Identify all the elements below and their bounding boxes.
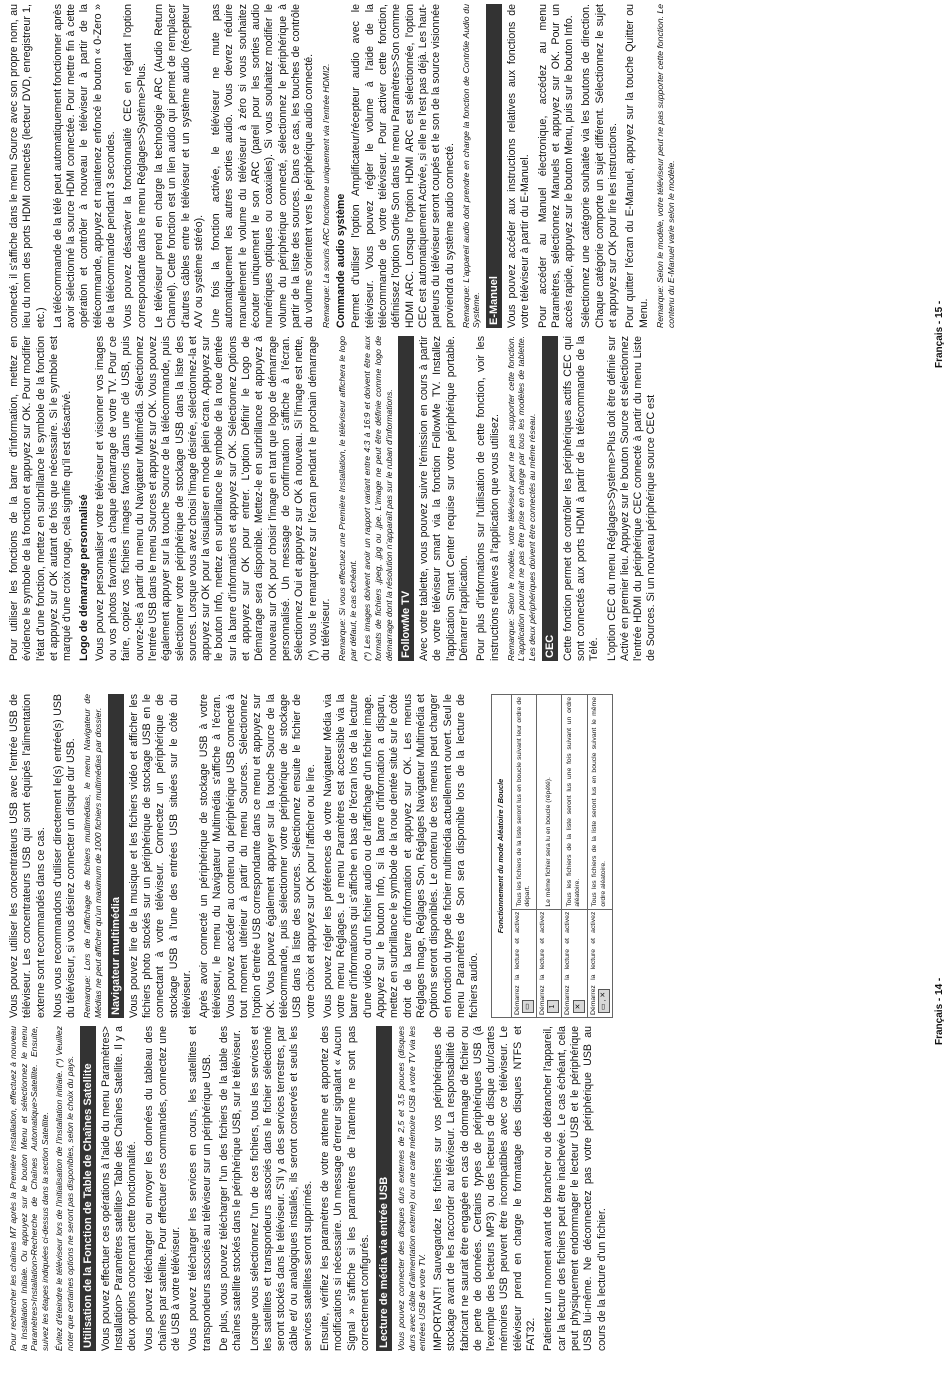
heading-system-audio: Commande audio système xyxy=(335,193,348,328)
paragraph: Ensuite, vérifiez les paramètres de votre antenne et apportez des modifications si nécessaire. Un message d'erreur signalant « Aucun Signal » s'affiche si les paramètres de l'antenne ne sont pas correctement configurés. xyxy=(319,1026,371,1351)
note-followme: Remarque: Selon le modèle, votre téléviseur peut ne pas supporter cette fonction. L'application pourrait ne pas être prise en charge par tous les modèles de tablette. Les deux périphériques doivent être connectés au même réseau. xyxy=(505,336,538,661)
paragraph: connecté, il s'affiche dans le menu Source avec son propre nom, au lieu du nom des ports HDMI connectés (lecteur DVD, enregistreur 1, etc.) xyxy=(8,4,47,328)
table-cell: Tous les fichiers de la liste seront lus en boucle suivant le même ordre aléatoire. xyxy=(587,695,612,910)
table-cell: Démarrez la lecture et activez xyxy=(538,911,546,1015)
paragraph: Cette fonction permet de contrôler les périphériques actifs CEC qui sont connectés aux ports HDMI à partir de la télécommande de la Télé. xyxy=(561,336,601,661)
paragraph: L'option CEC du menu Réglages>Système>Plus doit être définie sur Activé en premier lieu. Appuyez sur le bouton Source et sélectionnez l'entrée HDMI du périphérique CEC connecté à partir du menu Liste de Sources. Si un nouveau périphérique source CEC est xyxy=(605,336,658,661)
table-cell: Démarrez la lecture et activez xyxy=(564,911,572,1015)
loop-shuffle-icon: ▭ , ✕ xyxy=(598,989,610,1013)
paragraph: Vous pouvez régler les préférences de votre Navigateur Média via votre menu Réglages. Le menu Paramètres est accessible via la barre d'informations qui s'affiche en bas de l'écran lors de la lecture d'une vidéo ou d'un fichier audio ou de l'affichage d'un fichier image. Appuyez sur le bouton Info, si la barre d'information a disparu, mettez en surbrillance le symbole de la roue dentée situé sur le côté droit de la barre d'information et appuyez sur OK. Les menus Réglages Image, Réglages Son, Réglages Navigateur Multimédia et Options seront disponibles. Le contenu de ces menus peut changer en fonction du type de fichier multimédia actuellement ouvert. Seul le menu Paramètres de Son sera disponible lors de la lecture de fichiers audio. xyxy=(321,694,481,1018)
paragraph: Vous pouvez effectuer ces opérations à l'aide du menu Paramètres> Installation> Paramètres satellite> Table des Chaînes Satellite. Il y a deux options concernant cette fonctionnalité. xyxy=(99,1026,139,1351)
paragraph: Vous pouvez utiliser les concentrateurs USB avec l'entrée USB de téléviseur. Les concentrateurs USB qui sont équipés l'alimentation externe sont recommandés dans ce cas. xyxy=(8,694,47,1018)
paragraph: Pour accéder au Manuel électronique, accédez au menu Paramètres, sélectionnez Manuels et appuyez sur OK. Pour un accès rapide, appuyez sur le bouton Menu, puis sur le bouton Info. xyxy=(536,4,576,328)
page-14 xyxy=(8,690,608,1355)
heading-usb-media: Lecture de média via entrée USB xyxy=(376,1026,392,1351)
table-cell: Démarrez la lecture et activez xyxy=(589,911,597,1015)
paragraph: Pour plus d'informations sur l'utilisation de cette fonction, voir les instructions relatives à l'application que vous utilisez. xyxy=(475,336,501,661)
table-row xyxy=(536,695,561,1018)
loop-shuffle-table xyxy=(491,694,612,1018)
paragraph: Permet d'utiliser l'option Amplificateur/récepteur audio avec le téléviseur. Vous pouvez régler le volume à l'aide de la télécommande de votre téléviseur. Pour activer cette fonction, définissez l'option Sortie Son dans le menu Paramètres>Son comme HDMI ARC. Lorsque l'option HDMI ARC est sélectionnée, l'option CEC est automatiquement Activée, si elle ne l'est pas déjà. Les haut-parleurs du téléviseur seront coupés et le son de la source visionnée proviendra du système audio connecté. xyxy=(350,4,456,328)
paragraph: IMPORTANT! Sauvegardez les fichiers sur vos périphériques de stockage avant de les raccorder au téléviseur. La responsabilité du fabricant ne saurait être engagée en cas de dommage de fichier ou de perte de données. Certains types de périphériques USB (à l'exemple des lecteurs MP3) ou des lecteurs de disque dur/cartes mémoires USB peuvent être incompatibles avec ce téléviseur. Le téléviseur prend en charge le formatage des disques NTFS et FAT32. xyxy=(431,1026,538,1351)
paragraph: Vous pouvez accéder aux instructions relatives aux fonctions de votre téléviseur à partir du E-Manuel. xyxy=(505,4,532,328)
page-15-column-1 xyxy=(8,332,663,665)
note-media-limit: Remarque: Lors de l'affichage de fichiers multimédias, le menu Navigateur de Médias ne peut afficher qu'un maximum de 1000 fichiers multimédias par dossier. xyxy=(82,694,104,1018)
paragraph: Pour quitter l'écran du E-Manuel, appuyez sur la touche Quitter ou Menu. xyxy=(624,4,650,328)
repeat-one-icon: 1 xyxy=(547,1000,559,1013)
loop-icon: ▭ xyxy=(522,1000,534,1013)
table-title: Fonctionnement du mode Aléatoire / Boucle xyxy=(492,695,511,1018)
heading-satellite-table: Utilisation de la Fonction de Table de Chaînes Satellite xyxy=(80,1026,96,1351)
paragraph: Nous vous recommandons d'utiliser directement le(s) entrée(s) USB du téléviseur, si vous désirez connecter un disque dur USB. xyxy=(51,694,78,1018)
paragraph: Après avoir connecté un périphérique de stockage USB à votre téléviseur, le menu du Navigateur Multimédia s'affiche à l'écran. Vous pouvez accéder au contenu du périphérique USB connecté à tout moment ultérieur à partir du menu Sources. Sélectionnez l'option d'entrée USB correspondante dans ce menu et appuyez sur OK. Vous pouvez également appuyer sur la touche Source de la télécommande, puis sélectionner votre périphérique de stockage USB dans la liste des sources. Sélectionnez ensuite le fichier de votre choix et appuyez sur OK pour l'afficher ou le lire. xyxy=(198,694,317,1018)
table-row xyxy=(587,695,612,1018)
table-row xyxy=(562,695,587,1018)
note-image-format: (*) Les images doivent avoir un rapport variant entre 4:3 à 16:9 et doivent être aux formats de fichiers .jpeg, .jpg ou .jpe. L'image ne peut être définie comme logo de démarrage dont la résolution n'apparaît pas sur le ruban d'informations. xyxy=(362,336,394,661)
heading-cec: CEC xyxy=(542,336,558,661)
paragraph: Le téléviseur prend en charge la technologie ARC (Audio Return Channel). Cette fonction est un lien audio qui permet de remplacer d'autres câbles entre le téléviseur et un système audio (récepteur A/V ou système stéréo). xyxy=(152,4,205,328)
paragraph: Vous pouvez télécharger ou envoyer les données du tableau des chaînes par satellite. Pour effectuer ces commandes, connectez une clé USB à votre téléviseur. xyxy=(143,1026,183,1351)
note-first-install: Remarque: Si vous effectuez une Première Installation, le téléviseur affichera le logo par défaut, le cas échéant. xyxy=(337,336,358,661)
table-cell: Tous les fichiers de la liste seront lus en boucle suivant leur ordre de départ. xyxy=(511,695,536,910)
paragraph: Vous pouvez télécharger les services en cours, les satellites et transpondeurs associés au téléviseur sur un périphérique USB. xyxy=(187,1026,213,1351)
note-e-manual: Remarque: Selon le modèle, votre téléviseur peut ne pas supporter cette fonction. Le contenu du E-Manuel varie selon le modèle. xyxy=(654,4,676,328)
page-number-15: Français - 15 - xyxy=(934,300,945,368)
paragraph: Patientez un moment avant de brancher ou de débrancher l'appareil, car la lecture des fichiers peut être inachevée. Le cas échéant, cela peut physiquement endommager le lecteur USB et le périphérique USB lui-même. Ne déconnectez pas votre périphérique USB au cours de la lecture d'un fichier. xyxy=(542,1026,608,1351)
note-arc: Remarque: La souris ARC fonctionne uniquement via l'entrée HDMI2. xyxy=(320,63,331,328)
paragraph: De plus, vous pouvez télécharger l'un des fichiers de la table des chaînes satellite stockés dans le périphérique USB, sur le téléviseur. xyxy=(217,1026,244,1351)
paragraph: Vous pouvez lire de la musique et les fichiers vidéo et afficher les fichiers photo stockés sur un périphérique de stockage USB en le connectant à votre téléviseur. Connectez un périphérique de stockage USB à l'une des entrées USB situées sur le côté du téléviseur. xyxy=(127,694,193,1018)
heading-e-manual: E-Manuel xyxy=(486,4,502,328)
paragraph: La télécommande de la télé peut automatiquement fonctionner après avoir sélectionné la source HDMI connectée. Pour mettre fin à cette opération et contrôler à nouveau le téléviseur à partir de la télécommande, appuyez et maintenez enfoncé le bouton « 0-Zero » de la télécommande pendant 3 secondes. xyxy=(51,4,118,328)
note-usb-drives: Vous pouvez connecter des disques durs externes de 2,5 et 3,5 pouces (disques durs avec câble d'alimentation externe) ou une carte mémoire USB à votre TV via les entrées USB de votre TV. xyxy=(396,1026,428,1351)
shuffle-icon: ✕ xyxy=(573,1000,585,1013)
heading-custom-logo: Logo de démarrage personnalisé xyxy=(78,494,91,661)
note-audio-device: Remarque: L'appareil audio doit prendre en charge la fonction de Contrôle Audio du Système. xyxy=(460,4,482,328)
paragraph: Sélectionnez une catégorie souhaitée via les boutons de direction. Chaque catégorie comporte un sujet différent. Sélectionnez le sujet et appuyez sur OK pour lire les instructions. xyxy=(580,4,620,328)
table-row xyxy=(511,695,536,1018)
paragraph: Vous pouvez désactiver la fonctionnalité CEC en réglant l'option correspondante dans le menu Réglages>Système>Plus. xyxy=(122,4,148,328)
table-cell: Le même fichier sera lu en boucle (répété). xyxy=(536,695,561,910)
paragraph: Vous pouvez personnaliser votre téléviseur et visionner vos images ou vos photos favorites à chaque démarrage de votre TV. Pour ce faire, copiez vos fichiers images favoris dans une clé USB, puis ouvrez-les à partir du menu du Navigateur Multimédia. Sélectionnez l'entrée USB dans le menu Sources et appuyez sur OK. Vous pouvez également appuyer sur la touche Source de la télécommande, puis sélectionner votre périphérique de stockage USB dans la liste des sources. Lorsque vous avez choisi l'image désirée, sélectionnez-la et appuyez sur OK pour la visualiser en mode plein écran. Appuyez sur le bouton Info, mettez en surbrillance le symbole de la roue dentée sur la barre d'informations et appuyez sur OK. Sélectionnez Options et appuyez sur OK pour entrer. L'option Définir le Logo de Démarrage sera disponible. Mettez-le en surbrillance et appuyez à nouveau sur OK pour choisir l'image en tant que logo de démarrage personnalisé. Un message de confirmation s'affiche à l'écran. Sélectionnez Oui et appuyez sur OK à nouveau. Si l'image est nette,(*) vous le remarquerez sur l'écran pendant le prochain démarrage du téléviseur. xyxy=(93,336,332,661)
table-cell: Tous les fichiers de la liste seront lus une fois suivant un ordre aléatoire. xyxy=(562,695,587,910)
heading-media-browser: Navigateur multimédia xyxy=(108,694,124,1018)
paragraph: Pour utiliser les fonctions de la barre d'information, mettez en évidence le symbole de la fonction et appuyez sur OK. Pour modifier l'état d'une fonction, mettez en surbrillance le symbole de la fonction et appuyez sur OK autant de fois que nécessaire. Si le symbole est marqué d'une croix rouge, cela signifie qu'il est désactivé. xyxy=(8,336,74,661)
note-m7-search: Pour rechercher les chaînes M7 après la Première Installation, effectuez à nouveau la Installation Initiale. Ou appuyez sur le bouton Menu et sélectionnez le menu Paramètres>Installation>Recherche de Chaînes Automatique>Satellite. Ensuite, suivez les étapes indiquées ci-dessus dans la section Satellite. xyxy=(8,1026,50,1351)
paragraph: Avec votre tablette, vous pouvez suivre l'émission en cours à partir de votre téléviseur smart via la fonction FollowMe TV. Installez l'application Smart Center requise sur votre périphérique portable. Démarrer l'application. xyxy=(418,336,470,661)
page-14-column-2 xyxy=(8,690,619,1022)
page-number-14: Français - 14 - xyxy=(934,977,945,1045)
page-15-column-2 xyxy=(8,0,680,332)
paragraph: Lorsque vous sélectionnez l'un de ces fichiers, tous les services et les satellites et transpondeurs associés dans le fichier sélectionné seront stockés dans le téléviseur. S'il y a des services terrestres, par câble et/ ou analogiques installés, ils seront conservés et seuls les services satellites seront supprimés. xyxy=(248,1026,314,1351)
note-initial-install: Évitez d'éteindre le téléviseur lors de l'initialisation de l'installation initiale. (*) Veuillez noter que certaines options ne seront pas disponibles, selon le choix du pays. xyxy=(54,1026,75,1351)
table-cell: Démarrez la lecture et activez xyxy=(513,911,521,1015)
paragraph: Une fois la fonction activée, le téléviseur ne mute pas automatiquement les autres sorties audio. Vous devrez réduire manuellement le volume du téléviseur à zéro si vous souhaitez écouter uniquement le son ARC (pareil pour les sorties audio numériques optiques ou coaxiales). Si vous souhaitez modifier le volume du périphérique connecté, sélectionnez le périphérique à partir de la liste des sources. Dans ce cas, les touches de contrôle du volume s'orientent vers le périphérique audio connecté. xyxy=(210,4,316,328)
page-14-column-1 xyxy=(8,1022,613,1355)
page-15 xyxy=(8,0,676,665)
heading-followme: FollowMe TV xyxy=(398,336,414,661)
